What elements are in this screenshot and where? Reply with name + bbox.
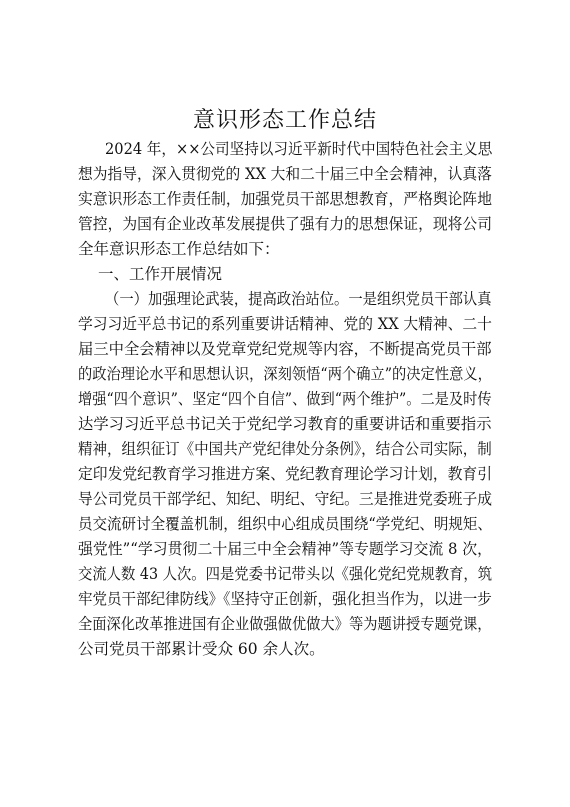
paragraph-line: 交流人数 43 人次。四是党委书记带头以《强化党纪党规教育，筑 — [78, 565, 493, 583]
paragraph-line: 增强“四个意识”、坚定“四个自信”、做到“两个维护”。二是及时传 — [78, 390, 492, 408]
paragraph-line: 定印发党纪教育学习推进方案、党纪教育理论学习计划，教育引 — [78, 465, 493, 483]
paragraph-line: 导公司党员干部学纪、知纪、明纪、守纪。三是推进党委班子成 — [78, 490, 493, 508]
paragraph-line: 公司党员干部累计受众 60 余人次。 — [78, 640, 325, 658]
paragraph-line: 员交流研讨全覆盖机制，组织中心组成员围绕“学党纪、明规矩、 — [78, 515, 492, 533]
paragraph-line: 届三中全会精神以及党章党纪党规等内容，不断提高党员干部 — [78, 340, 492, 358]
paragraph-line: 想为指导，深入贯彻党的 XX 大和二十届三中全会精神，认真落 — [78, 165, 492, 183]
paragraph-line: 达学习习近平总书记关于党纪学习教育的重要讲话和重要指示 — [78, 415, 492, 433]
paragraph-line: 管控，为国有企业改革发展提供了强有力的思想保证，现将公司 — [78, 215, 493, 233]
paragraph-line: 的政治理论水平和思想认识，深刻领悟“两个确立”的决定性意义， — [78, 365, 492, 383]
document-title: 意识形态工作总结 — [192, 108, 377, 133]
paragraph-line: 强党性”“学习贯彻二十届三中全会精神”等专题学习交流 8 次， — [78, 540, 493, 558]
paragraph-line: 精神，组织征订《中国共产党纪律处分条例》，结合公司实际，制 — [78, 440, 492, 458]
paragraph-line: 牢党员干部纪律防线》《坚持守正创新，强化担当作为，以进一步 — [78, 590, 492, 608]
section-heading: 一、工作开展情况 — [98, 265, 223, 283]
paragraph-line: 学习习近平总书记的系列重要讲话精神、党的 XX 大精神、二十 — [78, 315, 492, 333]
paragraph-line: 全年意识形态工作总结如下： — [78, 240, 280, 258]
paragraph-line: 全面深化改革推进国有企业做强做优做大》等为题讲授专题党课， — [78, 615, 492, 633]
paragraph-line: （一）加强理论武装，提高政治站位。一是组织党员干部认真 — [105, 290, 492, 308]
paragraph-line: 实意识形态工作责任制，加强党员干部思想教育，严格舆论阵地 — [78, 190, 493, 208]
paragraph-line: 2024 年，××公司坚持以习近平新时代中国特色社会主义思 — [105, 140, 493, 158]
